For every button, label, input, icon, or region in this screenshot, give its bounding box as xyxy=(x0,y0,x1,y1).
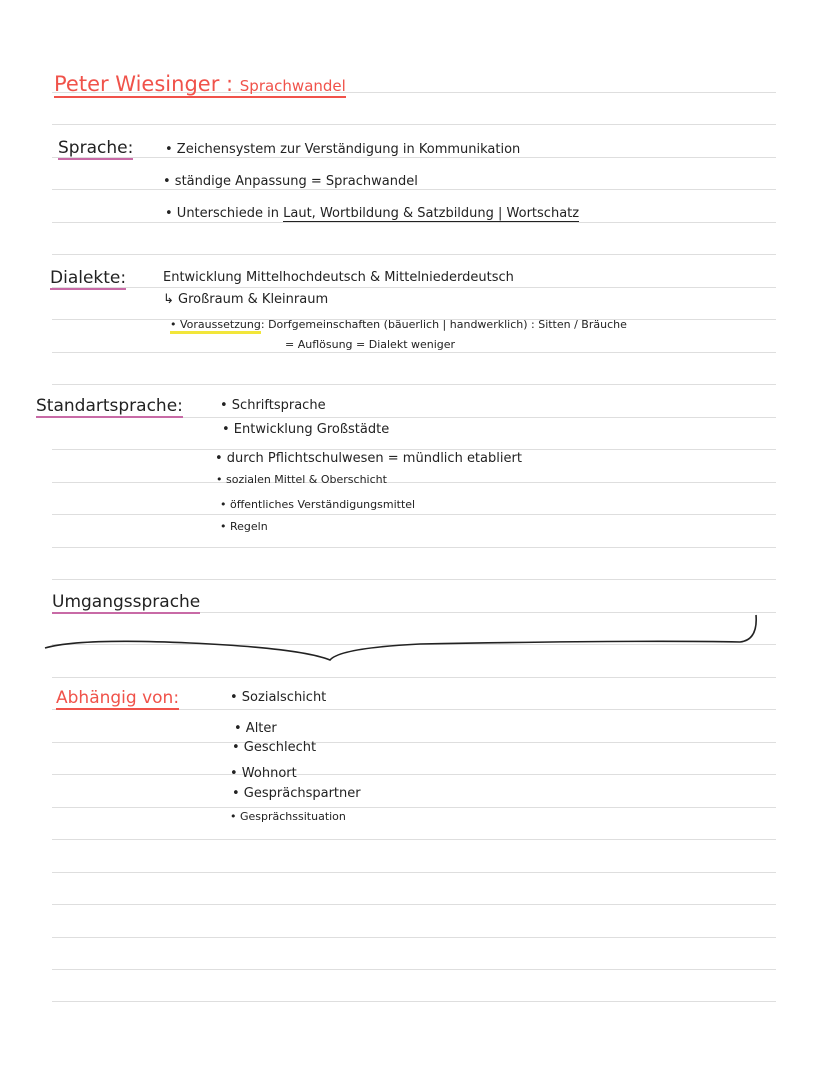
standard-item-3: • durch Pflichtschulwesen = mündlich etabliert xyxy=(215,451,522,466)
heading-dialekte: Dialekte: xyxy=(50,268,127,288)
title-name: Peter Wiesinger xyxy=(54,72,220,96)
sprache-item-1: • Zeichensystem zur Verständigung in Kommunikation xyxy=(165,142,521,157)
curly-brace-icon xyxy=(40,610,770,670)
sprache-item-3: • Unterschiede in Laut, Wortbildung & Satzbildung | Wortschatz xyxy=(165,206,580,221)
heading-standartsprache: Standartsprache: xyxy=(36,396,183,416)
heading-abhaengig-von: Abhängig von: xyxy=(56,688,180,708)
dialekte-result: = Auflösung = Dialekt weniger xyxy=(285,338,456,351)
dialekte-voraussetzung: • Voraussetzung: Dorfgemeinschaften (bäuerlich | handwerklich) : Sitten / Bräuche xyxy=(170,318,627,331)
dialekte-line-2: ↳ Großraum & Kleinraum xyxy=(163,292,329,307)
title-separator: : xyxy=(226,72,234,96)
standard-item-2: • Entwicklung Großstädte xyxy=(222,422,390,437)
abhaengig-item-2: • Alter xyxy=(234,721,277,736)
voraussetzung-label: • Voraussetzung xyxy=(170,318,261,334)
abhaengig-item-5: • Gesprächspartner xyxy=(232,786,361,801)
standard-item-1: • Schriftsprache xyxy=(220,398,326,413)
title-topic: Sprachwandel xyxy=(239,77,346,95)
heading-sprache: Sprache: xyxy=(58,138,134,158)
sprache-item-2: • ständige Anpassung = Sprachwandel xyxy=(163,174,418,189)
abhaengig-item-4: • Wohnort xyxy=(230,766,297,781)
abhaengig-item-3: • Geschlecht xyxy=(232,740,317,755)
abhaengig-item-6: • Gesprächssituation xyxy=(230,810,346,823)
dialekte-line-1: Entwicklung Mittelhochdeutsch & Mittelniederdeutsch xyxy=(163,270,514,285)
standard-item-5: • öffentliches Verständigungsmittel xyxy=(220,498,416,511)
standard-item-6: • Regeln xyxy=(220,520,268,533)
page-title xyxy=(54,72,346,98)
standard-item-4: • sozialen Mittel & Oberschicht xyxy=(216,473,387,486)
heading-umgangssprache: Umgangssprache xyxy=(52,592,201,612)
sprache-item-3-underlined: Laut, Wortbildung & Satzbildung | Wortschatz xyxy=(283,206,580,221)
abhaengig-item-1: • Sozialschicht xyxy=(230,690,327,705)
